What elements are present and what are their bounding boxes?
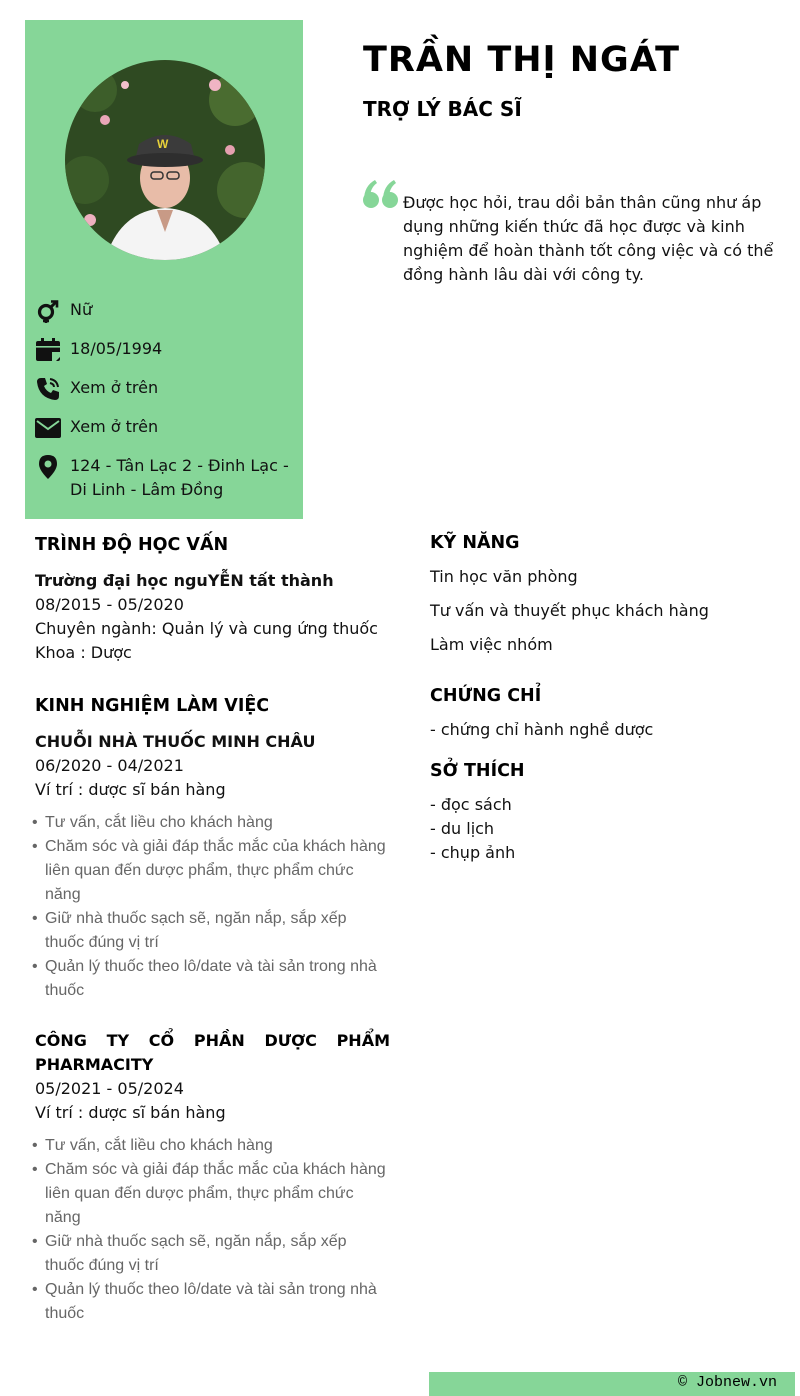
- avatar: [65, 60, 265, 260]
- job-task-list: [45, 811, 390, 1003]
- email-value: Xem ở trên: [70, 417, 159, 436]
- skill-item: Tin học văn phòng: [430, 567, 578, 586]
- education-major: Chuyên ngành: Quản lý và cung ứng thuốc: [35, 619, 378, 638]
- job-task: • Tư vấn, cắt liều cho khách hàng: [45, 1134, 390, 1158]
- school-name: Trường đại học nguYỄN tất thành: [35, 571, 334, 590]
- address-value: 124 - Tân Lạc 2 - Đinh Lạc - Di Linh - Lâm Đồng: [70, 456, 289, 499]
- phone-row: [35, 376, 297, 402]
- job-task: • Quản lý thuốc theo lô/date và tài sản trong nhà thuốc: [45, 955, 390, 1003]
- certificates-heading: CHỨNG CHỈ: [430, 686, 542, 706]
- job-position: Ví trí : dược sĩ bán hàng: [35, 1103, 226, 1122]
- skill-item: Làm việc nhóm: [430, 635, 553, 654]
- footer-credit: © Jobnew.vn: [677, 1374, 777, 1391]
- phone-value: Xem ở trên: [70, 378, 159, 397]
- career-objective: Được học hỏi, trau dồi bản thân cũng như áp dụng những kiến thức đã học được và kinh nghiệm để hoàn thành tốt công việc và có thể đồng hành lâu dài với công ty.: [403, 193, 774, 284]
- calendar-icon: [35, 337, 61, 363]
- hobby-item: - chụp ảnh: [430, 843, 516, 862]
- job-task: • Chăm sóc và giải đáp thắc mắc của khách hàng liên quan đến dược phẩm, thực phẩm chức năng: [45, 835, 390, 907]
- footer-bar: [429, 1372, 795, 1396]
- job-task: • Tư vấn, cắt liều cho khách hàng: [45, 811, 390, 835]
- job-position: Ví trí : dược sĩ bán hàng: [35, 780, 226, 799]
- experience-heading: KINH NGHIỆM LÀM VIỆC: [35, 696, 270, 716]
- education-heading: TRÌNH ĐỘ HỌC VẤN: [35, 535, 229, 555]
- email-row: [35, 415, 297, 441]
- candidate-name: TRẦN THỊ NGÁT: [363, 40, 681, 80]
- hobby-item: - đọc sách: [430, 795, 512, 814]
- birthday-value: 18/05/1994: [70, 339, 163, 358]
- job-period: 05/2021 - 05/2024: [35, 1079, 184, 1098]
- phone-icon: [35, 376, 61, 402]
- job-task-list: [45, 1134, 390, 1326]
- education-faculty: Khoa : Dược: [35, 643, 132, 662]
- job-period: 06/2020 - 04/2021: [35, 756, 184, 775]
- quote-icon: [363, 178, 399, 210]
- job-company: CÔNG TY CỔ PHẦN DƯỢC PHẨM PHARMACITY: [35, 1031, 390, 1074]
- skill-item: Tư vấn và thuyết phục khách hàng: [430, 601, 709, 620]
- skills-heading: KỸ NĂNG: [430, 533, 520, 553]
- gender-value: Nữ: [70, 300, 93, 319]
- job-title: TRỢ LÝ BÁC SĨ: [363, 97, 522, 121]
- gender-row: [35, 298, 297, 324]
- gender-icon: [35, 298, 61, 324]
- profile-sidebar: [25, 20, 303, 519]
- avatar-photo: [65, 60, 265, 260]
- job-task: • Chăm sóc và giải đáp thắc mắc của khách hàng liên quan đến dược phẩm, thực phẩm chức năng: [45, 1158, 390, 1230]
- mail-icon: [35, 415, 61, 441]
- address-row: [35, 454, 297, 502]
- job-task: • Giữ nhà thuốc sạch sẽ, ngăn nắp, sắp xếp thuốc đúng vị trí: [45, 1230, 390, 1278]
- job-task: • Quản lý thuốc theo lô/date và tài sản trong nhà thuốc: [45, 1278, 390, 1326]
- hobby-item: - du lịch: [430, 819, 495, 838]
- hobbies-heading: SỞ THÍCH: [430, 761, 525, 781]
- location-pin-icon: [35, 454, 61, 480]
- job-company: CHUỖI NHÀ THUỐC MINH CHÂU: [35, 732, 316, 751]
- certificate-item: - chứng chỉ hành nghề dược: [430, 720, 654, 739]
- birthday-row: [35, 337, 297, 363]
- job-task: • Giữ nhà thuốc sạch sẽ, ngăn nắp, sắp xếp thuốc đúng vị trí: [45, 907, 390, 955]
- svg-text:W: W: [157, 137, 169, 151]
- education-period: 08/2015 - 05/2020: [35, 595, 184, 614]
